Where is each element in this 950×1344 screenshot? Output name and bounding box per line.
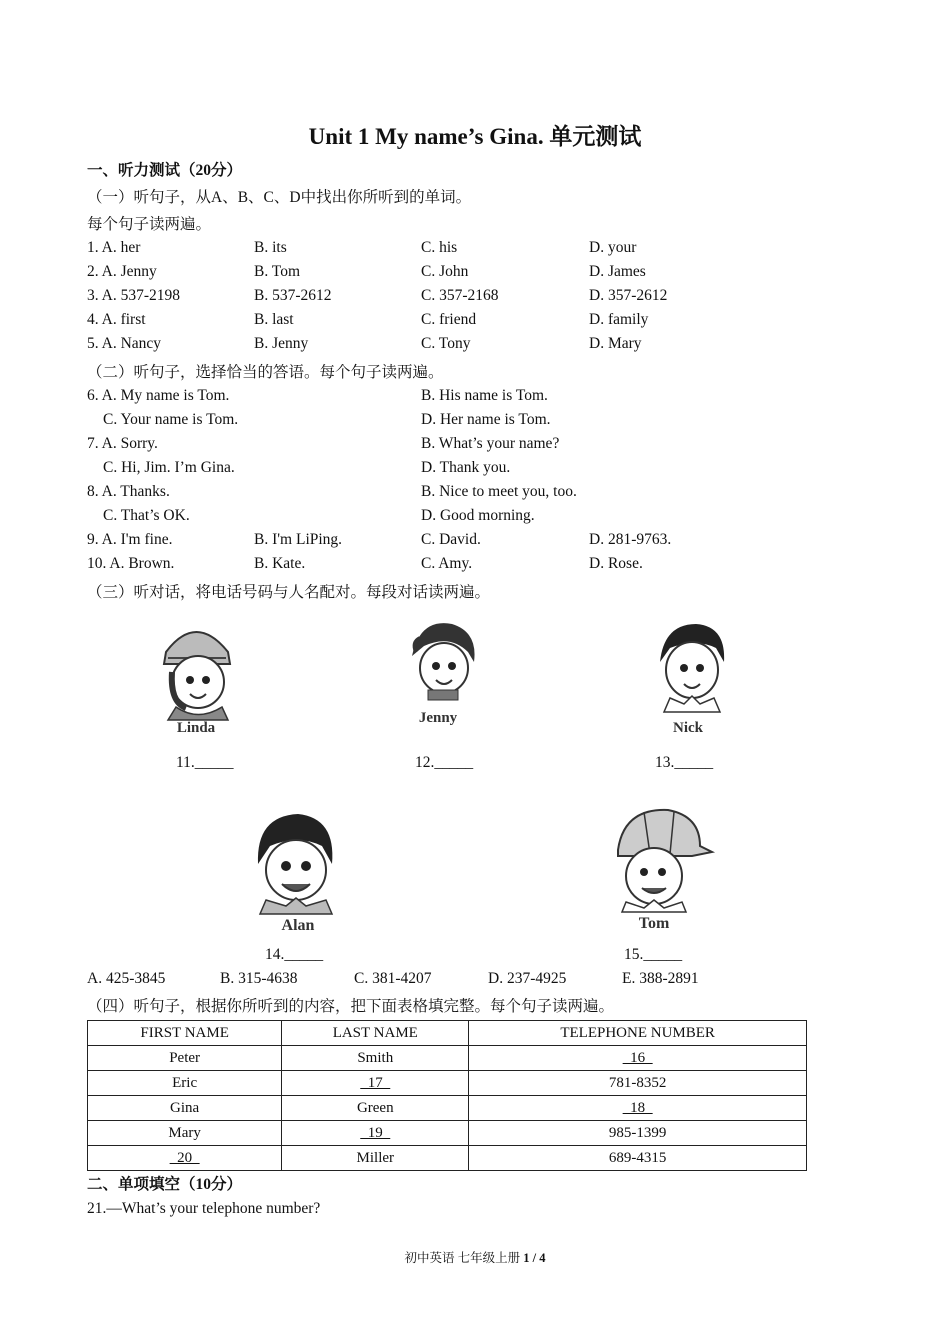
- q8-option-a: 8. A. Thanks.: [87, 483, 170, 500]
- portrait-label-jenny: Jenny: [418, 710, 458, 726]
- question-21: 21.—What’s your telephone number?: [87, 1200, 321, 1217]
- phone-option-d: D. 237-4925: [488, 970, 567, 987]
- table-header-row: [88, 1021, 807, 1046]
- q9-option-a: 9. A. I'm fine.: [87, 531, 173, 548]
- q6-option-c: C. Your name is Tom.: [103, 411, 239, 428]
- q5-option-a: 5. A. Nancy: [87, 335, 162, 352]
- q6-option-d: D. Her name is Tom.: [421, 411, 551, 428]
- blank-17: 17: [360, 1074, 391, 1091]
- q3-option-b: B. 537-2612: [254, 287, 332, 304]
- page-title: Unit 1 My name’s Gina. 单元测试: [308, 124, 642, 149]
- q7-option-d: D. Thank you.: [421, 459, 511, 476]
- part1-instruction: （一）听句子，从A、B、C、D中找出你所听到的单词。: [87, 189, 472, 206]
- q1-option-b: B. its: [254, 239, 287, 256]
- portrait-label-linda: Linda: [176, 720, 216, 736]
- q8-option-d: D. Good morning.: [421, 507, 535, 524]
- blank-19: 19: [360, 1124, 391, 1141]
- phone-option-e: E. 388-2891: [622, 970, 699, 987]
- table-cell: 781-8352: [469, 1071, 807, 1096]
- table-cell: Mary: [88, 1121, 282, 1146]
- column-header-first-name: FIRST NAME: [88, 1021, 282, 1046]
- q2-option-d: D. James: [589, 263, 646, 280]
- part3-instruction: （三）听对话，将电话号码与人名配对。每段对话读两遍。: [87, 584, 491, 601]
- portrait-label-nick: Nick: [673, 720, 703, 736]
- q9-option-c: C. David.: [421, 531, 481, 548]
- table-row: [88, 1096, 807, 1121]
- table-cell-blank[interactable]: [469, 1046, 807, 1071]
- q10-option-d: D. Rose.: [589, 555, 643, 572]
- q4-option-a: 4. A. first: [87, 311, 146, 328]
- blank-18: 18: [622, 1099, 653, 1116]
- q4-option-d: D. family: [589, 311, 649, 328]
- q4-option-c: C. friend: [421, 311, 477, 328]
- table-cell-blank[interactable]: [282, 1121, 469, 1146]
- phone-option-c: C. 381-4207: [354, 970, 432, 987]
- q5-option-d: D. Mary: [589, 335, 642, 352]
- q6-option-b: B. His name is Tom.: [421, 387, 548, 404]
- q9-option-b: B. I'm LiPing.: [254, 531, 343, 548]
- q2-option-b: B. Tom: [254, 263, 301, 280]
- portrait-nick-image: [640, 612, 740, 742]
- q10-option-b: B. Kate.: [254, 555, 306, 572]
- portrait-alan-image: [240, 808, 350, 940]
- table-cell: 985-1399: [469, 1121, 807, 1146]
- answer-blank-13[interactable]: 13._____: [655, 754, 714, 771]
- page-footer: [0, 1248, 950, 1266]
- table-row: [88, 1071, 807, 1096]
- phone-option-b: B. 315-4638: [220, 970, 298, 987]
- q7-option-b: B. What’s your name?: [421, 435, 560, 452]
- column-header-telephone: TELEPHONE NUMBER: [469, 1021, 807, 1046]
- q10-option-a: 10. A. Brown.: [87, 555, 175, 572]
- portrait-jenny-image: [390, 612, 490, 732]
- footer-label: 初中英语 七年级上册: [404, 1251, 524, 1265]
- q8-option-b: B. Nice to meet you, too.: [421, 483, 577, 500]
- q5-option-b: B. Jenny: [254, 335, 309, 352]
- table-cell: Miller: [282, 1146, 469, 1171]
- answer-blank-12[interactable]: 12._____: [415, 754, 474, 771]
- table-cell: Green: [282, 1096, 469, 1121]
- q2-option-a: 2. A. Jenny: [87, 263, 157, 280]
- table-cell-blank[interactable]: [282, 1071, 469, 1096]
- q7-option-a: 7. A. Sorry.: [87, 435, 158, 452]
- part2-instruction: （二）听句子，选择恰当的答语。每个句子读两遍。: [87, 364, 444, 381]
- table-row: [88, 1146, 807, 1171]
- blank-20: 20: [169, 1149, 200, 1166]
- q1-option-d: D. your: [589, 239, 637, 256]
- table-cell-blank[interactable]: [469, 1096, 807, 1121]
- table-row: [88, 1121, 807, 1146]
- q3-option-a: 3. A. 537-2198: [87, 287, 180, 304]
- name-phone-table: [87, 1020, 807, 1171]
- q9-option-d: D. 281-9763.: [589, 531, 672, 548]
- blank-16: 16: [622, 1049, 653, 1066]
- table-cell-blank[interactable]: [88, 1146, 282, 1171]
- q10-option-c: C. Amy.: [421, 555, 473, 572]
- q8-option-c: C. That’s OK.: [103, 507, 190, 524]
- section2-heading: 二、单项填空（10分）: [87, 1176, 243, 1193]
- page-number: 1 / 4: [523, 1251, 546, 1265]
- portrait-label-alan: Alan: [281, 917, 315, 934]
- answer-blank-11[interactable]: 11._____: [176, 754, 234, 771]
- table-cell: 689-4315: [469, 1146, 807, 1171]
- table-cell: Eric: [88, 1071, 282, 1096]
- q2-option-c: C. John: [421, 263, 469, 280]
- q1-option-a: 1. A. her: [87, 239, 141, 256]
- q3-option-d: D. 357-2612: [589, 287, 668, 304]
- q6-option-a: 6. A. My name is Tom.: [87, 387, 230, 404]
- portrait-tom-image: [588, 804, 722, 940]
- section1-heading: 一、听力测试（20分）: [87, 162, 243, 179]
- q1-option-c: C. his: [421, 239, 458, 256]
- q4-option-b: B. last: [254, 311, 294, 328]
- phone-option-a: A. 425-3845: [87, 970, 166, 987]
- q5-option-c: C. Tony: [421, 335, 471, 352]
- q3-option-c: C. 357-2168: [421, 287, 499, 304]
- table-cell: Gina: [88, 1096, 282, 1121]
- portrait-label-tom: Tom: [638, 915, 670, 932]
- part1-note: 每个句子读两遍。: [87, 216, 212, 233]
- table-cell: Smith: [282, 1046, 469, 1071]
- column-header-last-name: LAST NAME: [282, 1021, 469, 1046]
- table-cell: Peter: [88, 1046, 282, 1071]
- answer-blank-14[interactable]: 14._____: [265, 946, 324, 963]
- answer-blank-15[interactable]: 15._____: [624, 946, 683, 963]
- portrait-linda-image: [146, 612, 246, 742]
- part4-instruction: （四）听句子，根据你所听到的内容，把下面表格填完整。每个句子读两遍。: [87, 998, 615, 1015]
- table-row: [88, 1046, 807, 1071]
- q7-option-c: C. Hi, Jim. I’m Gina.: [103, 459, 235, 476]
